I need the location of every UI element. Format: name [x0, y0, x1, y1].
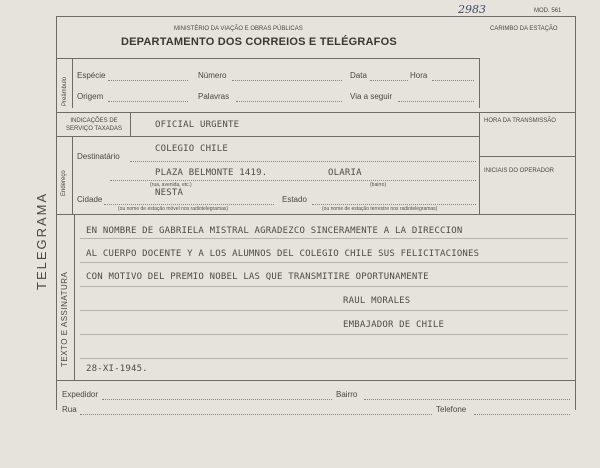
palavras-field[interactable] — [236, 101, 342, 102]
telefone-label: Telefone — [436, 405, 467, 414]
message-date: 28-XI-1945. — [86, 364, 148, 374]
cidade-label: Cidade — [77, 195, 103, 204]
preamble-side-label: Preâmbulo — [62, 76, 68, 106]
ruled-line — [80, 334, 568, 335]
bairro-label: Bairro — [336, 390, 358, 399]
handwritten-number: 2983 — [458, 3, 486, 16]
form-code: MOD. 561 — [534, 8, 562, 14]
ruled-line — [80, 262, 568, 263]
address-side-label: Endereço — [61, 170, 67, 196]
hora-transmissao-label: HORA DA TRANSMISSÃO — [484, 118, 556, 124]
taxed-bottom-line — [56, 136, 479, 137]
ruled-line — [80, 310, 568, 311]
department-title: DEPARTAMENTO DOS CORREIOS E TELÉGRAFOS — [121, 36, 397, 48]
via-label: Via a seguir — [350, 92, 393, 101]
stamp-area-label: CARIMBO DA ESTAÇÃO — [490, 26, 558, 32]
footer-top-line — [56, 380, 576, 381]
estado-label: Estado — [282, 195, 307, 204]
data-field[interactable] — [370, 80, 408, 81]
destinatario-value: COLEGIO CHILE — [155, 144, 229, 154]
frame-top — [56, 16, 576, 17]
street-value: PLAZA BELMONTE 1419. — [155, 168, 268, 178]
ministry-title: MINISTÉRIO DA VIAÇÃO E OBRAS PÚBLICAS — [174, 26, 303, 32]
signature-title: EMBAJADOR DE CHILE — [343, 320, 445, 330]
ruled-line — [80, 286, 568, 287]
address-side-divider — [72, 136, 73, 214]
main-right-divider — [479, 112, 480, 214]
estado-hint: (ou nome de estação terrestre nos radiotelegramas) — [322, 206, 438, 212]
origem-label: Origem — [77, 92, 104, 101]
taxed-divider — [130, 112, 131, 136]
destinatario-field[interactable] — [130, 161, 476, 162]
especie-label: Espécie — [77, 71, 106, 80]
preamble-right-line — [479, 58, 480, 108]
cidade-value: NESTA — [155, 188, 184, 198]
hora-label: Hora — [410, 71, 428, 80]
frame-left — [56, 16, 57, 410]
district-value: OLARIA — [328, 168, 362, 178]
text-top-line — [56, 214, 576, 215]
taxed-label: INDICAÇÕES DE SERVIÇO TAXADAS — [65, 118, 123, 132]
district-hint: (bairro) — [370, 182, 387, 188]
rua-field[interactable] — [80, 414, 432, 415]
hora-field[interactable] — [432, 80, 474, 81]
preamble-side-divider — [72, 58, 73, 108]
expedidor-label: Expedidor — [62, 390, 99, 399]
preamble-top-line — [56, 58, 479, 59]
numero-field[interactable] — [232, 80, 342, 81]
signature-name: RAUL MORALES — [343, 296, 411, 306]
street-field[interactable] — [110, 180, 476, 181]
especie-field[interactable] — [108, 80, 188, 81]
via-field[interactable] — [398, 101, 474, 102]
text-side-divider — [74, 214, 75, 380]
data-label: Data — [350, 71, 367, 80]
cidade-hint: (ou nome de estação móvel nos radiotelegramas) — [118, 206, 229, 212]
telefone-field[interactable] — [474, 414, 570, 415]
rua-label: Rua — [62, 405, 77, 414]
origem-field[interactable] — [108, 101, 188, 102]
transmission-divider — [479, 156, 575, 157]
bairro-field[interactable] — [364, 399, 570, 400]
telegram-side-label: TELEGRAMA — [34, 191, 49, 290]
estado-field[interactable] — [312, 204, 476, 205]
ruled-line — [80, 238, 568, 239]
street-hint: (rua, avenida, etc.) — [150, 182, 192, 188]
service-indication: OFICIAL URGENTE — [155, 120, 240, 130]
ruled-line — [80, 358, 568, 359]
frame-right — [575, 16, 576, 410]
message-line-3: CON MOTIVO DEL PREMIO NOBEL LAS QUE TRANSMITIRE OPORTUNAMENTE — [86, 272, 429, 282]
message-line-2: AL CUERPO DOCENTE Y A LOS ALUMNOS DEL COLEGIO CHILE SUS FELICITACIONES — [86, 249, 480, 259]
main-top-line — [56, 112, 576, 113]
palavras-label: Palavras — [198, 92, 230, 101]
cidade-field[interactable] — [104, 204, 274, 205]
iniciais-operador-label: INICIAIS DO OPERADOR — [484, 168, 555, 174]
numero-label: Número — [198, 71, 227, 80]
expedidor-field[interactable] — [102, 399, 332, 400]
message-line-1: EN NOMBRE DE GABRIELA MISTRAL AGRADEZCO SINCERAMENTE A LA DIRECCION — [86, 226, 463, 236]
text-side-label: TEXTO E ASSINATURA — [60, 271, 69, 367]
destinatario-label: Destinatário — [77, 152, 120, 161]
